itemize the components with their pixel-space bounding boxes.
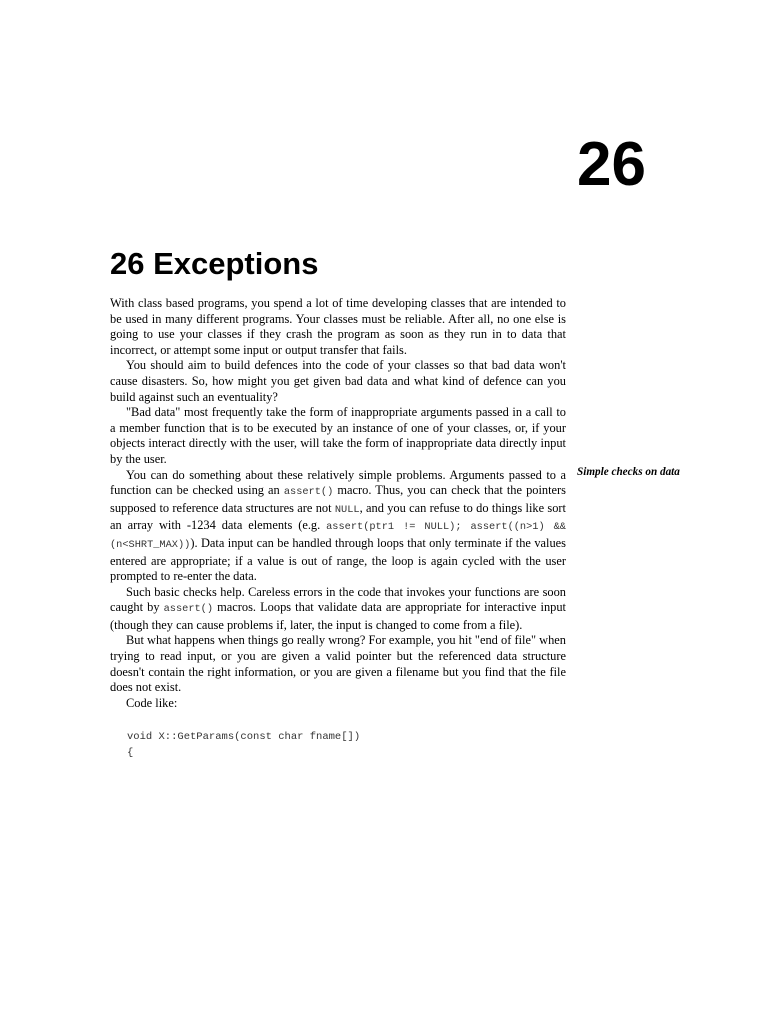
code-null: NULL [334, 503, 360, 516]
chapter-number: 26 [577, 130, 646, 199]
body-text [110, 296, 566, 711]
code-block [127, 730, 360, 761]
code-line-1: void X::GetParams(const char fname[]) [127, 731, 361, 743]
paragraph-5 [110, 585, 566, 634]
paragraph-4-text-1: You can do something about these relatively simple problems. Arguments passed to a function can be checked using an [110, 467, 566, 498]
paragraph-5-text-2: macros. Loops that validate data are appropriate for interactive input (though they can cause problems if, later, the input is changed to come from a file). [110, 600, 566, 632]
paragraph-4-text-3: , and you can refuse to do things like sort an array with -1234 data elements (e.g. [110, 500, 567, 533]
paragraph-4 [110, 468, 566, 585]
paragraph-1: With class based programs, you spend a lot of time developing classes that are intended to be used in many different programs. Your classes must be reliable. After all, no one else is going to use your classes if they crash the program as soon as they run in to data that incorrect, or attempt some input or output transfer that fails. [110, 296, 566, 357]
paragraph-6: But what happens when things go really wrong? For example, you hit "end of file" when trying to read input, or you are given a valid pointer but the referenced data structure doesn't contain the right information, or you are given a filename but you find that the file does not exist. [110, 633, 566, 695]
code-line-2: { [127, 746, 134, 759]
code-assert: assert() [283, 486, 334, 499]
code-assert-macro: assert() [163, 603, 214, 616]
paragraph-4-text-2: macro. Thus, you can check that the pointers supposed to reference data structures are not [110, 483, 566, 515]
paragraph-4-text-4: ). Data input can be handled through loops that only terminate if the values entered are appropriate; if a value is out of range, the loop is again cycled with the user prompted to re-enter the data. [110, 535, 566, 584]
margin-note: Simple checks on data [577, 466, 680, 478]
paragraph-7: Code like: [126, 695, 178, 710]
chapter-title: 26 Exceptions [110, 246, 319, 281]
code-assert-example: assert(ptr1 != NULL); assert((n>1) && (n<SHRT_MAX)) [110, 521, 566, 551]
paragraph-2: You should aim to build defences into the code of your classes so that bad data won't cause disasters. So, how might you get given bad data and what kind of defence can you build against such an eventuality? [110, 358, 566, 404]
paragraph-5-text-1: Such basic checks help. Careless errors in the code that invokes your functions are soon caught by [110, 584, 566, 615]
paragraph-3: "Bad data" most frequently take the form of inappropriate arguments passed in a call to a member function that is to be executed by an instance of one of your classes, or, if your objects interact directly with the user, will take the form of inappropriate data directly input by the user. [110, 405, 566, 466]
